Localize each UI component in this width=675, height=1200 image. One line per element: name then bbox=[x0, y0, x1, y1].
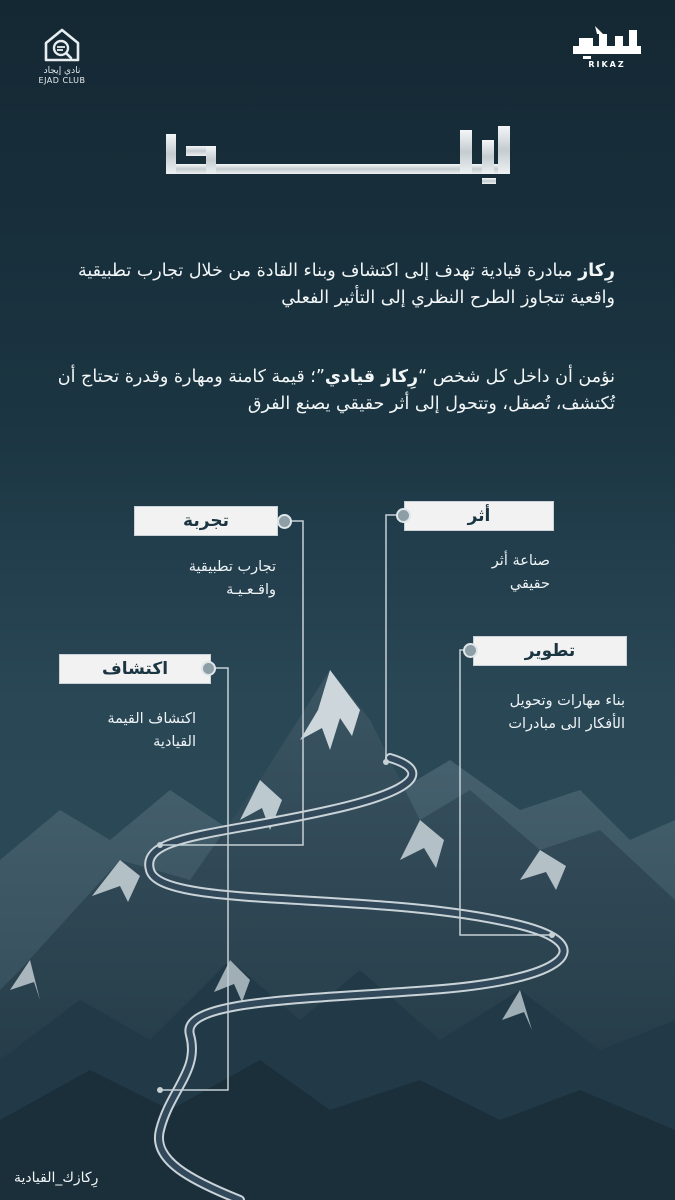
stage-desc-experience-line1: تجارب تطبيقية bbox=[188, 559, 276, 575]
rikaz-wordmark-icon bbox=[569, 24, 645, 60]
stage-desc-development-line2: الأفكار الى مبادرات bbox=[508, 716, 625, 732]
belief-text-before: نؤمن أن داخل كل شخص “ bbox=[418, 367, 615, 387]
belief-paragraph bbox=[55, 364, 615, 418]
rikaz-title-wordmark-icon bbox=[160, 120, 516, 188]
stage-dot-development bbox=[463, 643, 478, 658]
stage-desc-development bbox=[420, 690, 625, 736]
stage-desc-discovery bbox=[30, 708, 196, 754]
stage-label-development bbox=[474, 637, 626, 665]
stage-desc-discovery-line1: اكتشاف القيمة bbox=[107, 711, 196, 727]
stage-label-impact-text: أثر bbox=[467, 506, 491, 526]
stage-label-development-text: تطوير bbox=[524, 641, 576, 661]
intro-description: مبادرة قيادية تهدف إلى اكتشاف وبناء القادة من خلال تجارب تطبيقية واقعية تتجاوز الطرح النظري إلى التأثير الفعلي bbox=[77, 261, 615, 308]
stage-desc-impact-line1: صناعة أثر bbox=[491, 553, 550, 569]
rikaz-logo bbox=[567, 24, 647, 69]
stage-desc-experience-line2: واقـعـيـة bbox=[226, 582, 276, 598]
footer-hashtag: رِكازك_القيادية bbox=[14, 1170, 99, 1186]
ejad-house-icon bbox=[42, 26, 82, 64]
stage-label-experience-text: تجربة bbox=[183, 511, 229, 531]
stage-desc-development-line1: بناء مهارات وتحويل bbox=[509, 693, 625, 709]
brand-name-english: RIKAZ bbox=[588, 60, 626, 69]
stage-desc-impact bbox=[370, 550, 550, 596]
stage-label-discovery-text: اكتشاف bbox=[101, 659, 169, 679]
belief-strong: رِكاز قيادي bbox=[324, 367, 419, 387]
ejad-club-logo bbox=[34, 26, 90, 85]
stage-desc-discovery-line2: القيادية bbox=[153, 734, 196, 750]
stage-desc-experience bbox=[100, 556, 276, 602]
belief-text-after: ”؛ قيمة كامنة ومهارة وقدرة تحتاج أن تُكتشف، تُصقل، وتتحول إلى أثر حقيقي يصنع الفرق bbox=[57, 367, 615, 414]
stage-dot-impact bbox=[396, 508, 411, 523]
stage-label-discovery bbox=[60, 655, 210, 683]
stage-dot-discovery bbox=[201, 661, 216, 676]
intro-brand-strong: رِكاز bbox=[578, 261, 615, 281]
intro-paragraph bbox=[55, 258, 615, 312]
stage-label-impact bbox=[405, 502, 553, 530]
stage-desc-impact-line2: حقيقي bbox=[509, 576, 550, 592]
stage-label-experience bbox=[135, 507, 277, 535]
stage-dot-experience bbox=[277, 514, 292, 529]
club-name-arabic: نادي إيجاد bbox=[43, 66, 81, 76]
club-name-english: EJAD CLUB bbox=[38, 76, 86, 85]
